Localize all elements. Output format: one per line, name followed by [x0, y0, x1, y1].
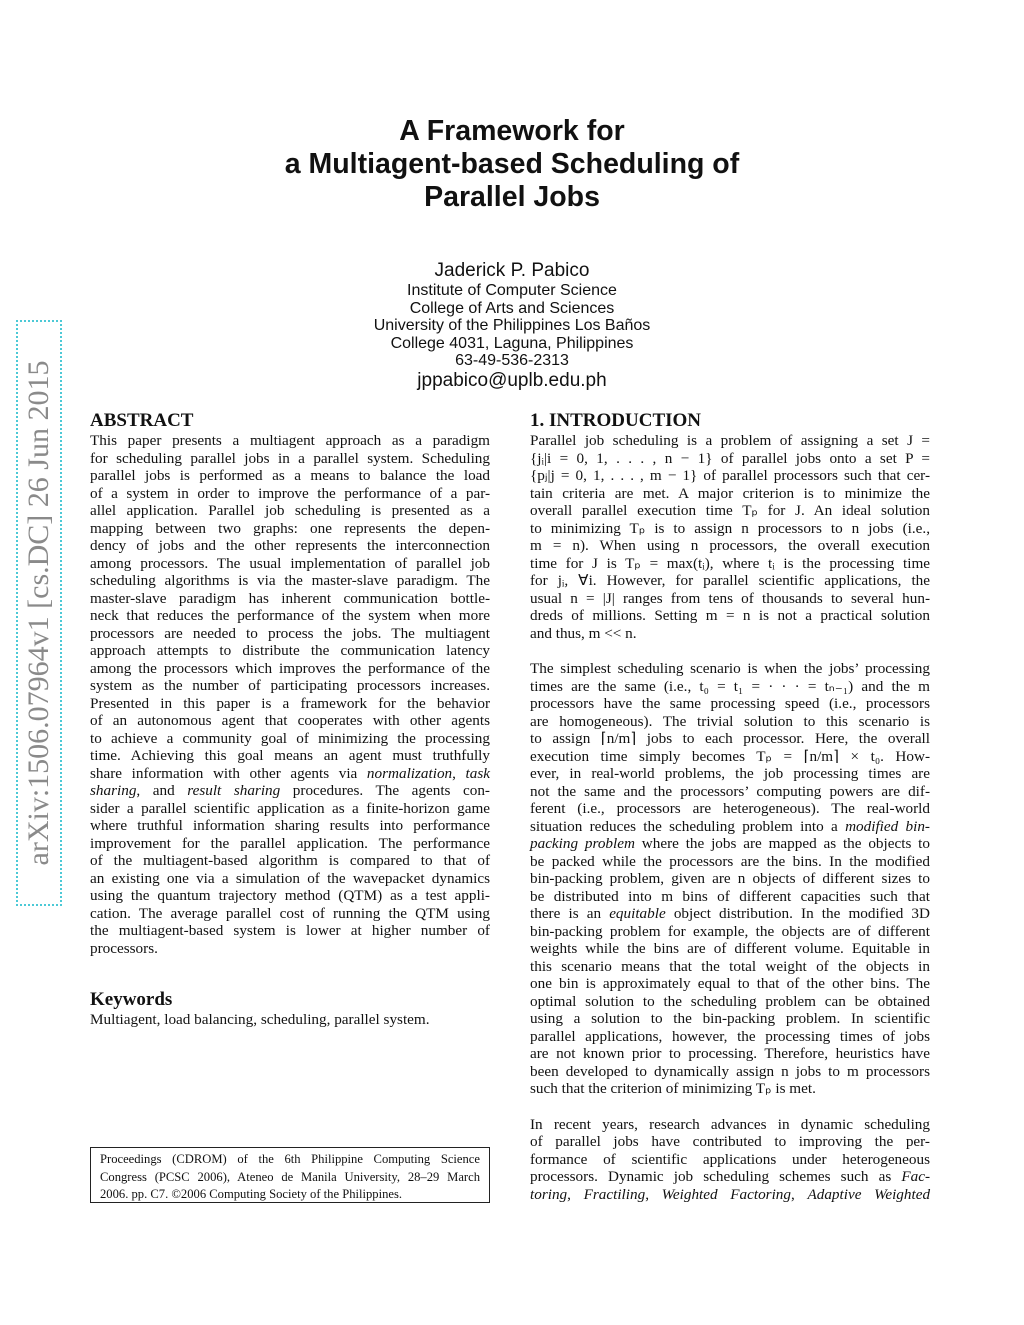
- text-line: neck that reduces the performance of the system when more: [90, 607, 490, 624]
- introduction-section: [530, 410, 930, 1203]
- text-line: system as the number of participating processors increases.: [90, 677, 490, 694]
- text-line: processors have the same processing speed (i.e., processors: [530, 695, 930, 712]
- text-segment: ,: [452, 764, 466, 782]
- text-line: time for J is Tₚ = max(tᵢ), where tᵢ is the processing time: [530, 554, 930, 572]
- text-line: of parallel jobs have contributed to improving the per-: [530, 1133, 930, 1150]
- text-line: ferent (i.e., processors are heterogeneous). The real-world: [530, 800, 930, 817]
- text-line: an existing one via a simulation of the wavepacket dynamics: [90, 869, 490, 887]
- text-segment: procedures. The agents con-: [280, 782, 490, 799]
- text-segment: share information with other agents via: [90, 764, 367, 782]
- italic-term: Weighted Factoring: [661, 1185, 791, 1203]
- italic-term: Fractiling: [583, 1185, 646, 1203]
- text-line: Multiagent, load balancing, scheduling, parallel system.: [90, 1011, 430, 1028]
- text-line: this scenario means that the total weight of the objects in: [530, 957, 930, 975]
- text-line: sider a parallel scientific application as a finite-horizon game: [90, 799, 490, 817]
- text-line: allel application. Parallel job scheduling is presented as a: [90, 502, 490, 519]
- text-line: ever, in real-world problems, the job processing times are: [530, 765, 930, 782]
- text-line: using a solution to the bin-packing problem. In scientific: [530, 1010, 930, 1027]
- affiliation-line: College 4031, Laguna, Philippines: [390, 334, 634, 352]
- text-line: bin-packing problem, given are n objects of different sizes to: [530, 870, 930, 887]
- text-line: In recent years, research advances in dynamic scheduling: [530, 1115, 930, 1133]
- text-line: among processors. The usual implementation of parallel job: [90, 554, 490, 572]
- italic-term: equitable: [609, 905, 666, 922]
- text-line: be packed while the processors are the bins. In the modified: [530, 852, 930, 870]
- text-line: scheduling algorithms is via the master-slave paradigm. The: [90, 572, 490, 589]
- text-line: formance of scientific applications under heterogeneous: [530, 1150, 930, 1168]
- title-line: Parallel Jobs: [424, 181, 600, 213]
- text-line: dreds of millions. Setting m = n is not a practical solution: [530, 607, 930, 624]
- text-line: to assign ⌈n/m⌉ jobs to each processor. Here, the overall: [530, 730, 930, 747]
- title-line: A Framework for: [399, 115, 625, 147]
- text-line: master-slave paradigm has inherent communication bottle-: [90, 589, 490, 607]
- author-block: [0, 260, 1024, 392]
- intro-paragraph: [530, 1116, 930, 1204]
- text-line: of an autonomous agent that cooperates with other agents: [90, 712, 490, 729]
- introduction-heading: 1. INTRODUCTION: [530, 410, 702, 431]
- italic-term: task: [465, 764, 491, 782]
- text-line: one bin is approximately equal to that of the other bins. The: [530, 975, 930, 992]
- text-line: [530, 905, 930, 923]
- text-line: times are the same (i.e., t₀ = t₁ = · · · = tₙ₋₁) and the m: [530, 677, 930, 695]
- text-segment: there is an: [530, 905, 610, 922]
- paper-title: [0, 115, 1024, 214]
- text-line: dency of jobs and the other represents the interconnection: [90, 537, 490, 554]
- text-segment: processors. Dynamic job scheduling schemes such as: [530, 1168, 902, 1185]
- text-line: processors are needed to process the jobs. The multiagent: [90, 624, 490, 642]
- text-line: weights while the bins are of different volume. Equitable in: [530, 940, 930, 957]
- text-line: parallel applications, however, the processing times of jobs: [530, 1027, 930, 1045]
- text-line: execution time simply becomes Tₚ = ⌈n/m⌉ × t₀. How-: [530, 747, 930, 765]
- text-line: to achieve a community goal of minimizing the processing: [90, 729, 490, 747]
- abstract-heading: ABSTRACT: [90, 410, 194, 431]
- text-segment: ,: [567, 1185, 584, 1203]
- text-line: of the multiagent-based algorithm is compared to that of: [90, 852, 490, 869]
- text-line: [530, 818, 930, 836]
- italic-term: toring: [530, 1185, 568, 1203]
- keywords-section: [90, 989, 490, 1029]
- author-email[interactable]: jppabico@uplb.edu.ph: [417, 369, 607, 391]
- box-line: Congress (PCSC 2006), Ateneo de Manila University, 28–29 March: [100, 1169, 480, 1184]
- affiliation-line: College of Arts and Sciences: [409, 299, 615, 317]
- text-line: using the quantum trajectory method (QTM) as a test appli-: [90, 887, 490, 904]
- title-line: a Multiagent-based Scheduling of: [284, 148, 740, 180]
- text-line: such that the criterion of minimizing Tₚ is met.: [530, 1080, 816, 1097]
- keywords-body: [90, 1011, 490, 1029]
- box-line: 2006. pp. C7. ©2006 Computing Society of the Philippines.: [100, 1187, 403, 1201]
- text-line: of a system in order to improve the performance of a par-: [90, 484, 490, 502]
- text-line: [90, 782, 490, 800]
- text-line: for jᵢ, ∀i. However, for parallel scientific applications, the: [530, 572, 930, 589]
- text-line: overall parallel execution time Tₚ for J. An ideal solution: [530, 502, 930, 519]
- italic-term: modified bin-: [845, 817, 930, 835]
- text-line: approach attempts to distribute the communication latency: [90, 642, 490, 659]
- text-line: been developed to dynamically assign n jobs to m processors: [530, 1062, 930, 1080]
- text-line: be distributed into m bins of different capacities such that: [530, 887, 930, 905]
- text-line: [530, 835, 930, 853]
- text-line: Parallel job scheduling is a problem of assigning a set J =: [530, 432, 930, 449]
- text-line: time. Achieving this goal means an agent must truthfully: [90, 747, 490, 764]
- arxiv-id[interactable]: arXiv:1506.07964v1 [cs.DC] 26 Jun 2015: [22, 360, 55, 866]
- text-line: to minimizing Tₚ is to assign n processors to n jobs (i.e.,: [530, 519, 930, 537]
- abstract-body: [90, 432, 490, 957]
- text-line: and thus, m << n.: [530, 624, 637, 642]
- italic-term: Fac-: [901, 1168, 930, 1185]
- phone: 63-49-536-2313: [455, 352, 569, 370]
- affiliation-line: Institute of Computer Science: [407, 282, 617, 299]
- italic-term: normalization: [366, 764, 453, 782]
- text-line: {pⱼ|j = 0, 1, . . . , m − 1} of parallel processors such that cer-: [530, 467, 930, 484]
- text-line: {jᵢ|i = 0, 1, . . . , n − 1} of parallel jobs onto a set P =: [530, 449, 930, 467]
- copyright-box: [90, 1147, 490, 1203]
- text-line: bin-packing problem for example, the objects are of different: [530, 922, 930, 940]
- text-line: among the processors which improves the performance of the: [90, 659, 490, 677]
- affiliation-line: University of the Philippines Los Baños: [373, 317, 651, 335]
- arxiv-watermark: [16, 320, 62, 906]
- text-line: m = n). When using n processors, the overall execution: [530, 537, 930, 554]
- text-line: are homogeneous). The trivial solution to this scenario is: [530, 712, 930, 730]
- text-segment: , and: [136, 782, 188, 799]
- text-line: The simplest scheduling scenario is when the jobs’ processing: [530, 660, 930, 677]
- text-segment: object distribution. In the modified 3D: [665, 905, 930, 922]
- intro-paragraph: [530, 660, 930, 1098]
- italic-term: result sharing: [187, 782, 281, 799]
- italic-term: packing problem: [530, 835, 635, 852]
- keywords-heading: Keywords: [90, 989, 173, 1010]
- abstract-section: [90, 410, 490, 957]
- text-line: processors.: [90, 939, 158, 957]
- intro-paragraph: [530, 432, 930, 642]
- text-line: cation. The average parallel cost of running the QTM using: [90, 904, 490, 922]
- text-segment: ,: [645, 1185, 662, 1203]
- text-line: parallel jobs is performed as a means to balance the load: [90, 467, 490, 484]
- text-line: [530, 1186, 930, 1204]
- text-line: are not known prior to processing. Therefore, heuristics have: [530, 1045, 930, 1062]
- text-line: improvement for the parallel application. The performance: [90, 834, 490, 852]
- author-name: Jaderick P. Pabico: [434, 260, 590, 281]
- text-line: where truthful information sharing results into performance: [90, 817, 490, 834]
- text-line: for scheduling parallel jobs in a parallel system. Scheduling: [90, 449, 490, 467]
- text-segment: situation reduces the scheduling problem into a: [530, 817, 846, 835]
- text-line: optimal solution to the scheduling problem can be obtained: [530, 992, 930, 1010]
- text-line: [530, 1168, 930, 1186]
- text-line: mapping between two graphs: one represents the depen-: [90, 519, 490, 537]
- text-line: Presented in this paper is a framework for the behavior: [90, 694, 490, 712]
- text-line: This paper presents a multiagent approach as a paradigm: [90, 432, 490, 449]
- italic-term: Adaptive Weighted: [807, 1185, 931, 1203]
- text-line: [90, 765, 490, 783]
- text-line: tain criteria are met. A major criterion is to minimize the: [530, 484, 930, 502]
- text-line: usual n = |J| ranges from tens of thousands to several hun-: [530, 589, 930, 607]
- box-line: Proceedings (CDROM) of the 6th Philippine Computing Science: [100, 1152, 480, 1166]
- text-line: not the same and the processors’ computing powers are dif-: [530, 782, 930, 800]
- italic-term: sharing: [90, 782, 137, 799]
- text-segment: ,: [791, 1185, 808, 1203]
- text-segment: where the jobs are mapped as the objects to: [634, 835, 930, 852]
- text-line: the multiagent-based system is lower at higher number of: [90, 922, 490, 939]
